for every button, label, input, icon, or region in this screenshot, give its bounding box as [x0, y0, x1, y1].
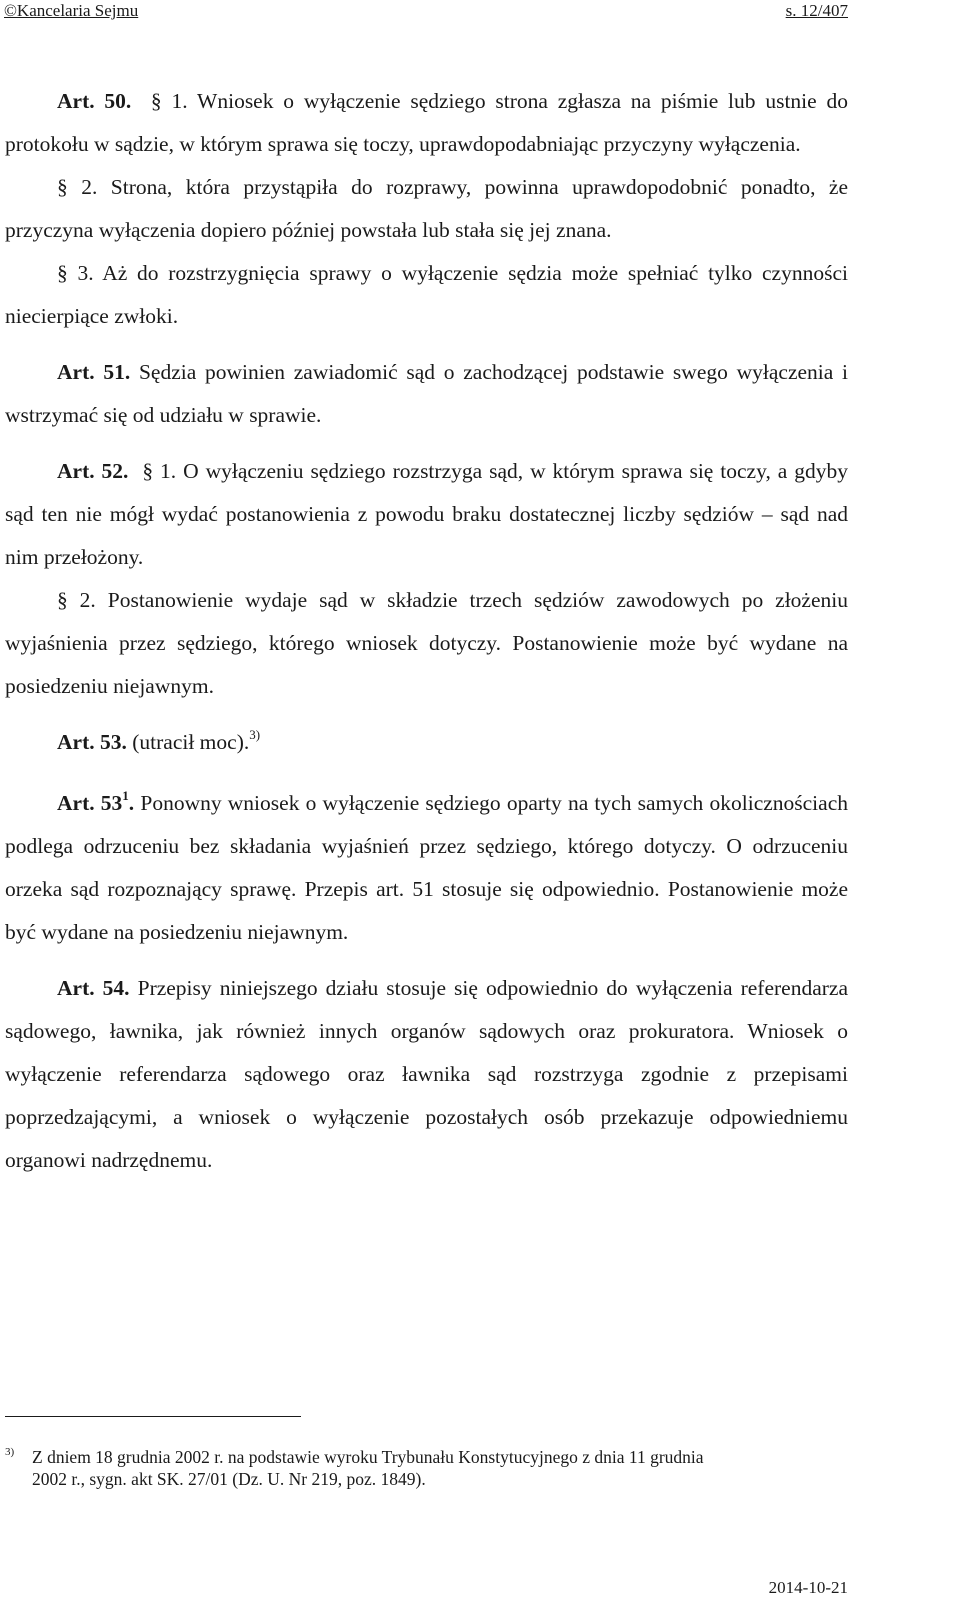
- article-label: Art. 50.: [57, 89, 132, 113]
- page-number-link[interactable]: s. 12/407: [785, 1, 848, 20]
- paragraph-number: § 2.: [57, 175, 98, 199]
- article-label: Art. 53.: [57, 730, 127, 754]
- footnote-reference[interactable]: 3): [249, 727, 261, 742]
- page-header: [0, 0, 848, 26]
- art-53-1: [5, 782, 848, 954]
- article-superscript: 1: [122, 788, 129, 803]
- art-54: [5, 967, 848, 1182]
- paragraph-text: Postanowienie wydaje sąd w składzie trzech sędziów zawodowych po złożeniu wyjaśnienia przez sędziego, którego wniosek dotyczy. Postanowienie może być wydane na posiedzeniu niejawnym.: [5, 588, 848, 698]
- paragraph-text: Sędzia powinien zawiadomić sąd o zachodzącej podstawie swego wyłączenia i wstrzymać się od udziału w sprawie.: [5, 360, 849, 427]
- footnote-line-1: Z dniem 18 grudnia 2002 r. na podstawie wyroku Trybunału Konstytucyjnego z dnia 11 grudnia: [32, 1447, 704, 1467]
- paragraph-text: Ponowny wniosek o wyłączenie sędziego oparty na tych samych okolicznościach podlega odrzuceniu bez składania wyjaśnień przez sędziego, którego dotyczy. O odrzuceniu orzeka sąd rozpoznający sprawę. Przepis art. 51 stosuje się odpowiednio. Postanowienie może być wydane na posiedzeniu niejawnym.: [5, 791, 848, 944]
- footnote-separator: [5, 1416, 301, 1417]
- paragraph-text: Strona, która przystąpiła do rozprawy, powinna uprawdopodobnić ponadto, że przyczyna wyłączenia dopiero później powstała lub stała się jej znana.: [5, 175, 849, 242]
- article-label-text: Art. 53: [57, 791, 123, 815]
- article-label: Art. 51.: [57, 360, 131, 384]
- article-label: Art. 52.: [57, 459, 129, 483]
- art-52-par-2: [5, 579, 848, 708]
- paragraph-text: (utracił moc).: [132, 730, 250, 754]
- paragraph-text: O wyłączeniu sędziego rozstrzyga sąd, w którym sprawa się toczy, a gdyby sąd ten nie mógł wydać postanowienia z powodu braku dostatecznej liczby sędziów – sąd nad nim przełożony.: [5, 459, 849, 569]
- art-50-par-2: [5, 166, 848, 252]
- paragraph-text: Przepisy niniejszego działu stosuje się odpowiednio do wyłączenia referendarza sądowego, ławnika, jak również innych organów sądowych oraz prokuratora. Wniosek o wyłączenie referendarza sądowego oraz ławnika sąd rozstrzyga zgodnie z przepisami poprzedzającymi, a wniosek o wyłączenie pozostałych osób przekazuje odpowiedniemu organowi nadrzędnemu.: [5, 976, 849, 1172]
- article-label: [57, 788, 135, 815]
- paragraph-number: § 1.: [150, 89, 188, 113]
- footnote-line-2: 2002 r., sygn. akt SK. 27/01 (Dz. U. Nr 219, poz. 1849).: [32, 1469, 426, 1489]
- paragraph-text: Wniosek o wyłączenie sędziego strona zgłasza na piśmie lub ustnie do protokołu w sądzie, w którym sprawa się toczy, uprawdopodabniając przyczyny wyłączenia.: [5, 89, 848, 156]
- document-body: [5, 80, 848, 1182]
- paragraph-number: § 3.: [57, 261, 94, 285]
- article-label: Art. 54.: [57, 976, 130, 1000]
- source-link[interactable]: ©Kancelaria Sejmu: [4, 1, 139, 20]
- art-51: [5, 351, 848, 437]
- footnote: 3) Z dniem 18 grudnia 2002 r. na podstawie wyroku Trybunału Konstytucyjnego z dnia 11 grudnia 2002 r., sygn. akt SK. 27/01 (Dz. U. Nr 219, poz. 1849).: [5, 1446, 848, 1490]
- paragraph-number: § 2.: [57, 588, 96, 612]
- paragraph-text: Aż do rozstrzygnięcia sprawy o wyłączenie sędzia może spełniać tylko czynności niecierpiące zwłoki.: [5, 261, 848, 328]
- art-50-par-1: [5, 80, 848, 166]
- article-label-end: .: [128, 791, 135, 815]
- art-52-par-1: [5, 450, 848, 579]
- paragraph-number: § 1.: [142, 459, 177, 483]
- document-date: 2014-10-21: [768, 1578, 848, 1597]
- art-50-par-3: [5, 252, 848, 338]
- art-53: [5, 721, 848, 764]
